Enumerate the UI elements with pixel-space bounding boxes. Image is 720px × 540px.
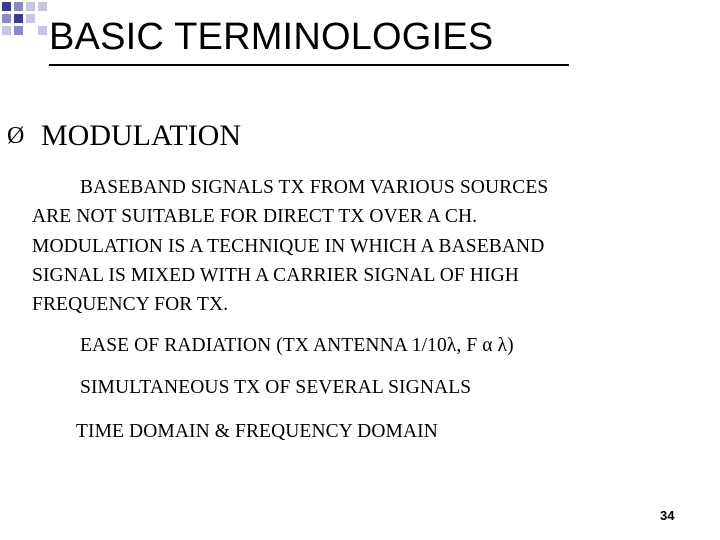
decorative-square (26, 2, 35, 11)
section-heading-text: MODULATION (41, 119, 241, 152)
decorative-square (14, 26, 23, 35)
decorative-square (2, 2, 11, 11)
point-time-frequency-domain: TIME DOMAIN & FREQUENCY DOMAIN (76, 421, 438, 442)
decorative-square (38, 2, 47, 11)
decorative-square (2, 14, 11, 23)
decorative-square (38, 26, 47, 35)
point-ease-of-radiation: EASE OF RADIATION (TX ANTENNA 1/10λ, F α λ) (80, 335, 514, 356)
slide-title: BASIC TERMINOLOGIES (49, 16, 494, 58)
paragraph-line: BASEBAND SIGNALS TX FROM VARIOUS SOURCES (80, 177, 549, 198)
decorative-square (26, 14, 35, 23)
arrow-bullet-icon: Ø (7, 123, 25, 149)
paragraph-line: ARE NOT SUITABLE FOR DIRECT TX OVER A CH. (32, 206, 478, 228)
paragraph-line: SIGNAL IS MIXED WITH A CARRIER SIGNAL OF HIGH (32, 264, 519, 286)
point-simultaneous-tx: SIMULTANEOUS TX OF SEVERAL SIGNALS (80, 377, 472, 398)
decorative-square (14, 2, 23, 11)
definition-paragraph (32, 173, 712, 319)
decorative-square (14, 14, 23, 23)
page-number: 34 (660, 508, 675, 523)
decorative-square (2, 26, 11, 35)
paragraph-line: MODULATION IS A TECHNIQUE IN WHICH A BASEBAND (32, 235, 545, 257)
section-heading (7, 118, 241, 154)
title-underline (49, 64, 569, 66)
paragraph-line: FREQUENCY FOR TX. (32, 294, 229, 315)
